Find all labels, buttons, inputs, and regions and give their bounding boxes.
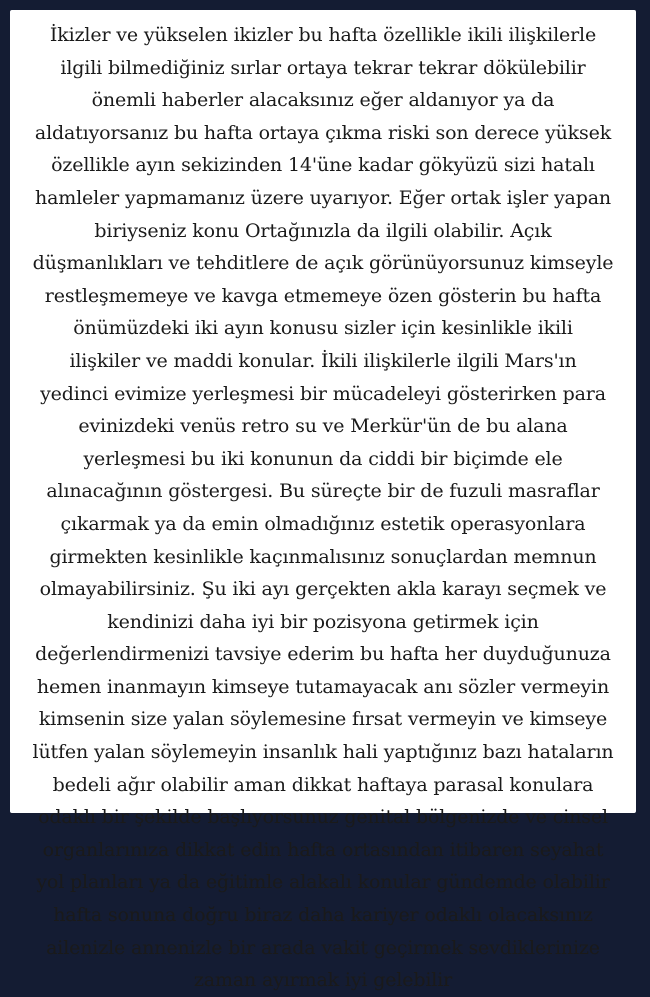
text-line: ilgili bilmediğiniz sırlar ortaya tekrar tekrar dökülebilir [60, 56, 586, 79]
text-line: önümüzdeki iki ayın konusu sizler için kesinlikle ikili [73, 317, 573, 340]
text-line: yerleşmesi bu iki konunun da ciddi bir biçimde ele [83, 447, 563, 470]
text-line: restleşmemeye ve kavga etmemeye özen gösterin bu hafta [44, 284, 602, 307]
text-line: yedinci evimize yerleşmesi bir mücadeleyi gösterirken para [40, 382, 606, 405]
text-line: zaman ayırmak iyi gelebilir [193, 969, 453, 992]
text-line: kimsenin size yalan söylemesine fırsat vermeyin ve kimseye [38, 708, 608, 731]
text-line: değerlendirmenizi tavsiye ederim bu hafta her duyduğunuza [35, 643, 611, 666]
text-line: organlarınıza dikkat edin hafta ortasından itibaren seyahat [42, 838, 604, 861]
text-line: hemen inanmayın kimseye tutamayacak anı sözler vermeyin [36, 675, 610, 698]
text-line: biriyseniz konu Ortağınızla da ilgili olabilir. Açık [94, 219, 552, 242]
text-line: aldatıyorsanız bu hafta ortaya çıkma riski son derece yüksek [34, 121, 612, 144]
text-line: yol planları ya da eğitimle alakalı konular gündemde olabilir [36, 871, 610, 894]
text-line: düşmanlıkları ve tehditlere de açık görünüyorsunuz kimseyle [32, 252, 614, 275]
text-line: girmekten kesinlikle kaçınmalısınız sonuçlardan memnun [49, 545, 597, 568]
text-line: hamleler yapmamanız üzere uyarıyor. Eğer ortak işler yapan [35, 186, 611, 209]
text-line: İkizler ve yükselen ikizler bu hafta özellikle ikili ilişkilerle [49, 24, 597, 46]
text-line: özellikle ayın sekizinden 14'üne kadar gökyüzü sizi hatalı [51, 154, 595, 177]
text-line: lütfen yalan söylemeyin insanlık hali yaptığınız bazı hataların [32, 741, 614, 764]
text-line: kendinizi daha iyi bir pozisyona getirmek için [107, 610, 539, 633]
text-line: önemli haberler alacaksınız eğer aldanıyor ya da [91, 89, 555, 112]
text-line: alınacağının göstergesi. Bu süreçte bir de fuzuli masraflar [46, 480, 600, 503]
text-line: ailenizle annenizle bir arada vakit geçirmek sevdiklerinize [46, 936, 600, 959]
text-line: evinizdeki venüs retro su ve Merkür'ün de bu alana [78, 415, 568, 438]
text-line: ilişkiler ve maddi konular. İkili ilişkilerle ilgili Mars'ın [69, 349, 577, 372]
text-line: olmayabilirsiniz. Şu iki ayı gerçekten akla karayı seçmek ve [39, 578, 607, 601]
horoscope-text [18, 19, 628, 997]
text-card [10, 10, 636, 992]
text-line: hafta sonuna doğru biraz daha kariyer odaklı olacaksınız [53, 904, 593, 927]
text-line: bedeli ağır olabilir aman dikkat haftaya parasal konulara [52, 773, 594, 796]
text-line: çıkarmak ya da emin olmadığınız estetik operasyonlara [60, 512, 586, 535]
text-line: odaklı bir şekilde başlıyorsunuz genital bölgenizde ve cinsel [38, 806, 608, 829]
